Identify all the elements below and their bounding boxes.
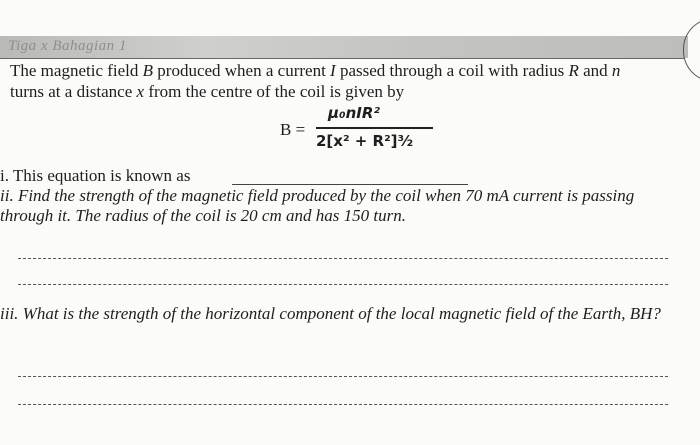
magnetic-field-formula xyxy=(280,104,440,160)
fraction-bar xyxy=(316,127,433,129)
question-i: i. This equation is known as xyxy=(0,166,191,185)
question-iii: iii. What is the strength of the horizontal component of the local magnetic field of the Earth, BH? xyxy=(0,304,661,323)
top-divider xyxy=(0,58,684,59)
answer-line-ii-1[interactable] xyxy=(18,258,668,259)
formula-denominator: 2[x² + R²]³⁄₂ xyxy=(316,132,414,150)
answer-line-iii-1[interactable] xyxy=(18,376,668,377)
answer-line-ii-2[interactable] xyxy=(18,284,668,285)
problem-statement: The magnetic field B produced when a current I passed through a coil with radius R and n turns at a distance x from the centre of the coil is given by xyxy=(10,61,621,101)
faded-header-text: Tiga x Bahagian 1 xyxy=(8,38,127,54)
formula-numerator: μ₀nIR² xyxy=(328,104,380,122)
question-ii: ii. Find the strength of the magnetic field produced by the coil when 70 mA current is passing through it. The radius of the coil is 20 cm and has 150 turn. xyxy=(0,186,635,225)
answer-line-iii-2[interactable] xyxy=(18,404,668,405)
answer-blank-i[interactable] xyxy=(232,184,468,185)
margin-bracket xyxy=(683,18,700,82)
formula-lhs: B = xyxy=(280,120,306,139)
